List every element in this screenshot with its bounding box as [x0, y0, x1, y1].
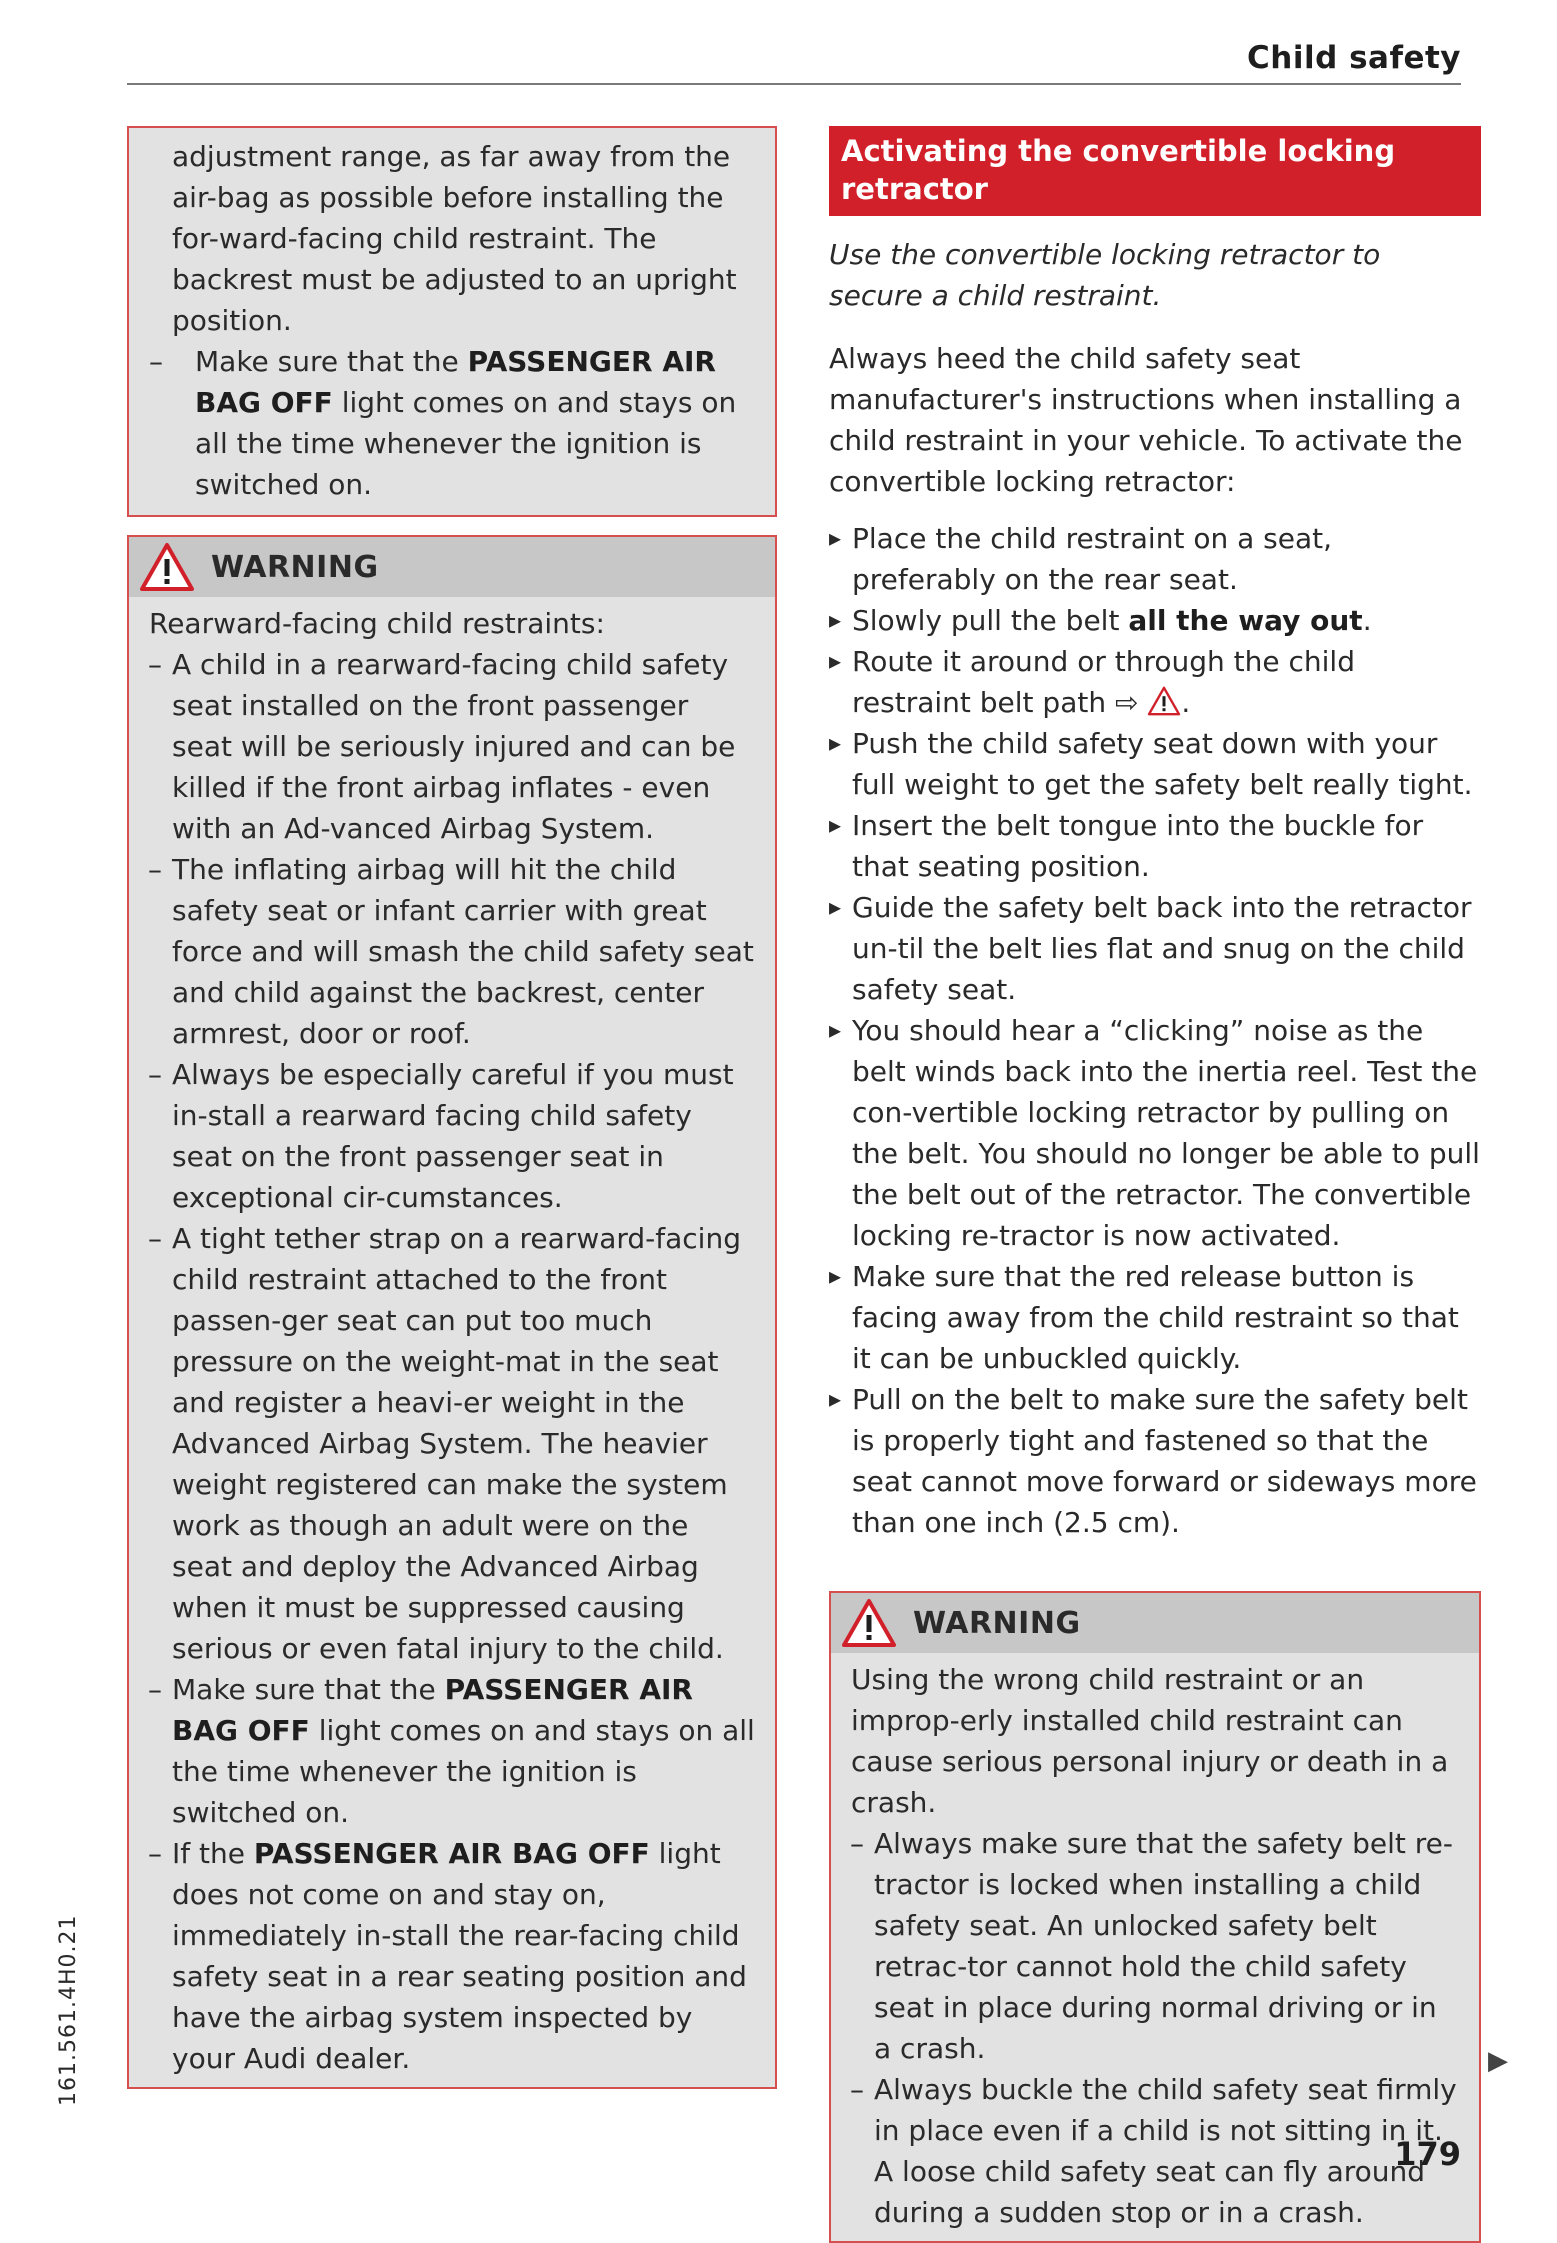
- warning-list: [851, 1823, 1459, 2233]
- section-title: Activating the convertible locking retractor: [829, 126, 1481, 216]
- page-number: 179: [1394, 2135, 1461, 2173]
- warning-box-rearward: [127, 535, 777, 2089]
- document-code: 161.561.4H0.21: [56, 1914, 81, 2106]
- steps-list: [829, 518, 1481, 1543]
- warning-header: [831, 1593, 1479, 1653]
- note-list: [149, 341, 755, 505]
- warning-list-item: – Always buckle the child safety seat firmly in place even if a child is not sitting in it. A loose child safety seat can fly around during a sudden stop or in a crash.: [851, 2069, 1459, 2233]
- right-column: [829, 126, 1481, 2243]
- warning-triangle-icon: [139, 542, 195, 592]
- warning-list-item: – Always be especially careful if you must in-stall a rearward facing child safety seat on the front passenger seat in exceptional cir-cumstances.: [149, 1054, 755, 1218]
- step-item: ▸ Place the child restraint on a seat, preferably on the rear seat.: [829, 518, 1481, 600]
- warning-body: [129, 597, 775, 2087]
- step-item: ▸ Route it around or through the child restraint belt path ⇨ .: [829, 641, 1481, 723]
- step-item: ▸ Guide the safety belt back into the retractor un-til the belt lies flat and snug on the child safety seat.: [829, 887, 1481, 1010]
- warning-title: WARNING: [211, 549, 379, 585]
- header-rule: [127, 83, 1461, 85]
- note-box-continued: [127, 126, 777, 517]
- warning-title: WARNING: [913, 1605, 1081, 1641]
- warning-intro: Rearward-facing child restraints:: [149, 607, 605, 640]
- note-text: adjustment range, as far away from the air-bag as possible before installing the for-ward-facing child restraint. The backrest must be adjusted to an upright position.: [172, 140, 737, 337]
- warning-list-item: – Always make sure that the safety belt re-tractor is locked when installing a child safety seat. An unlocked safety belt retrac-tor cannot hold the child safety seat in place during normal driving or in a crash.: [851, 1823, 1459, 2069]
- warning-header: [129, 537, 775, 597]
- continue-arrow-icon: ▶: [1488, 2046, 1508, 2076]
- warning-list-item: – A child in a rearward-facing child safety seat installed on the front passenger seat will be seriously injured and can be killed if the front airbag inflates - even with an Ad-vanced Airbag System.: [149, 644, 755, 849]
- warning-list-item: – A tight tether strap on a rearward-facing child restraint attached to the front passen-ger seat can put too much pressure on the weight-mat in the seat and register a heavi-er weight in the Advanced Airbag System. The heavier weight registered can make the system work as though an adult were on the seat and deploy the Advanced Airbag when it must be suppressed causing serious or even fatal injury to the child.: [149, 1218, 755, 1669]
- warning-list: [149, 644, 755, 2079]
- warning-triangle-icon: [841, 1598, 897, 1648]
- warning-triangle-icon: [1147, 686, 1181, 716]
- section-paragraph: Always heed the child safety seat manufacturer's instructions when installing a child restraint in your vehicle. To activate the convertible locking retractor:: [829, 342, 1463, 498]
- step-item: ▸ Slowly pull the belt all the way out.: [829, 600, 1481, 641]
- note-list-item: – Make sure that the PASSENGER AIR BAG OFF light comes on and stays on all the time whenever the ignition is switched on.: [172, 341, 755, 505]
- warning-list-item: – Make sure that the PASSENGER AIR BAG OFF light comes on and stays on all the time whenever the ignition is switched on.: [149, 1669, 755, 1833]
- step-item: ▸ Make sure that the red release button is facing away from the child restraint so that it can be unbuckled quickly.: [829, 1256, 1481, 1379]
- warning-list-item: – If the PASSENGER AIR BAG OFF light does not come on and stay on, immediately in-stall the rear-facing child safety seat in a rear seating position and have the airbag system inspected by your Audi dealer.: [149, 1833, 755, 2079]
- step-item: ▸ Pull on the belt to make sure the safety belt is properly tight and fastened so that the seat cannot move forward or sideways more than one inch (2.5 cm).: [829, 1379, 1481, 1543]
- step-item: ▸ You should hear a “clicking” noise as the belt winds back into the inertia reel. Test the con-vertible locking retractor by pulling on the belt. You should no longer be able to pull the belt out of the retractor. The convertible locking re-tractor is now activated.: [829, 1010, 1481, 1256]
- left-column: [127, 126, 777, 2089]
- step-item: ▸ Push the child safety seat down with your full weight to get the safety belt really tight.: [829, 723, 1481, 805]
- arrow-right-icon: ⇨: [1114, 686, 1139, 719]
- warning-intro: Using the wrong child restraint or an improp-erly installed child restraint can cause serious personal injury or death in a crash.: [851, 1663, 1449, 1819]
- warning-list-item: – The inflating airbag will hit the child safety seat or infant carrier with great force and will smash the child safety seat and child against the backrest, center armrest, door or roof.: [149, 849, 755, 1054]
- section-intro: Use the convertible locking retractor to secure a child restraint.: [829, 238, 1381, 312]
- page-header-title: Child safety: [1247, 40, 1461, 76]
- warning-box-locking: [829, 1591, 1481, 2243]
- warning-body: [831, 1653, 1479, 2241]
- step-item: ▸ Insert the belt tongue into the buckle for that seating position.: [829, 805, 1481, 887]
